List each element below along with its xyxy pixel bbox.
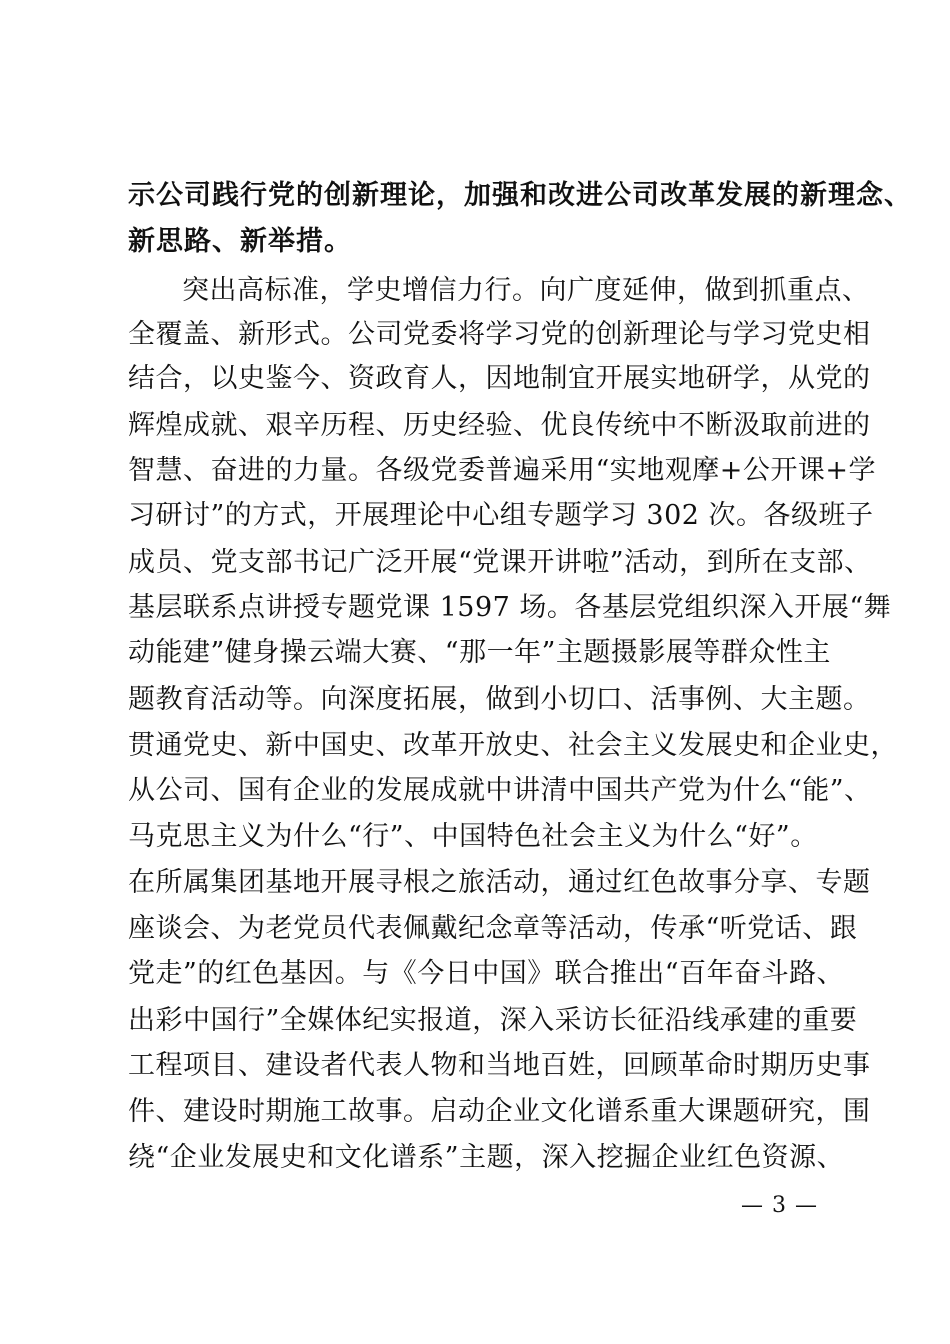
text-line: 辉煌成就、艰辛历程、历史经验、优良传统中不断汲取前进的 [128, 410, 871, 441]
text-line: 成员、党支部书记广泛开展“党课开讲啦”活动，到所在支部、 [128, 547, 872, 578]
text-line: 从公司、国有企业的发展成就中讲清中国共产党为什么“能”、 [128, 775, 872, 806]
text-line: 贯通党史、新中国史、改革开放史、社会主义发展史和企业史， [128, 730, 898, 761]
page-number: — 3 — [741, 1193, 818, 1218]
text-line: 智慧、奋进的力量。各级党委普遍采用“实地观摩+公开课+学 [128, 455, 877, 486]
text-line: 习研讨”的方式，开展理论中心组专题学习 302 次。各级班子 [128, 500, 874, 531]
text-line: 件、建设时期施工故事。启动企业文化谱系重大课题研究，围 [128, 1096, 871, 1127]
text-line: 在所属集团基地开展寻根之旅活动，通过红色故事分享、专题 [128, 867, 871, 898]
text-line: 工程项目、建设者代表人物和当地百姓，回顾革命时期历史事 [128, 1050, 871, 1081]
text-line: 党走”的红色基因。与《今日中国》联合推出“百年奋斗路、 [128, 958, 845, 989]
text-line: 基层联系点讲授专题党课 1597 场。各基层党组织深入开展“舞 [128, 592, 892, 623]
text-line: 动能建”健身操云端大赛、“那一年”主题摄影展等群众性主 [128, 637, 831, 668]
text-line: 示公司践行党的创新理论，加强和改进公司改革发展的新理念、 [128, 180, 912, 211]
paragraph-first-line: 突出高标准，学史增信力行。向广度延伸，做到抓重点、 [182, 275, 870, 306]
text-line: 出彩中国行”全媒体纪实报道，深入采访长征沿线承建的重要 [128, 1005, 858, 1036]
text-line: 绕“企业发展史和文化谱系”主题，深入挖掘企业红色资源、 [128, 1142, 845, 1173]
text-line: 新思路、新举措。 [128, 226, 352, 257]
text-line: 结合，以史鉴今、资政育人，因地制宜开展实地研学，从党的 [128, 363, 871, 394]
text-line: 题教育活动等。向深度拓展，做到小切口、活事例、大主题。 [128, 684, 871, 715]
text-line: 马克思主义为什么“行”、中国特色社会主义为什么“好”。 [128, 821, 818, 852]
text-line: 座谈会、为老党员代表佩戴纪念章等活动，传承“听党话、跟 [128, 913, 858, 944]
text-line: 全覆盖、新形式。公司党委将学习党的创新理论与学习党史相 [128, 319, 871, 350]
